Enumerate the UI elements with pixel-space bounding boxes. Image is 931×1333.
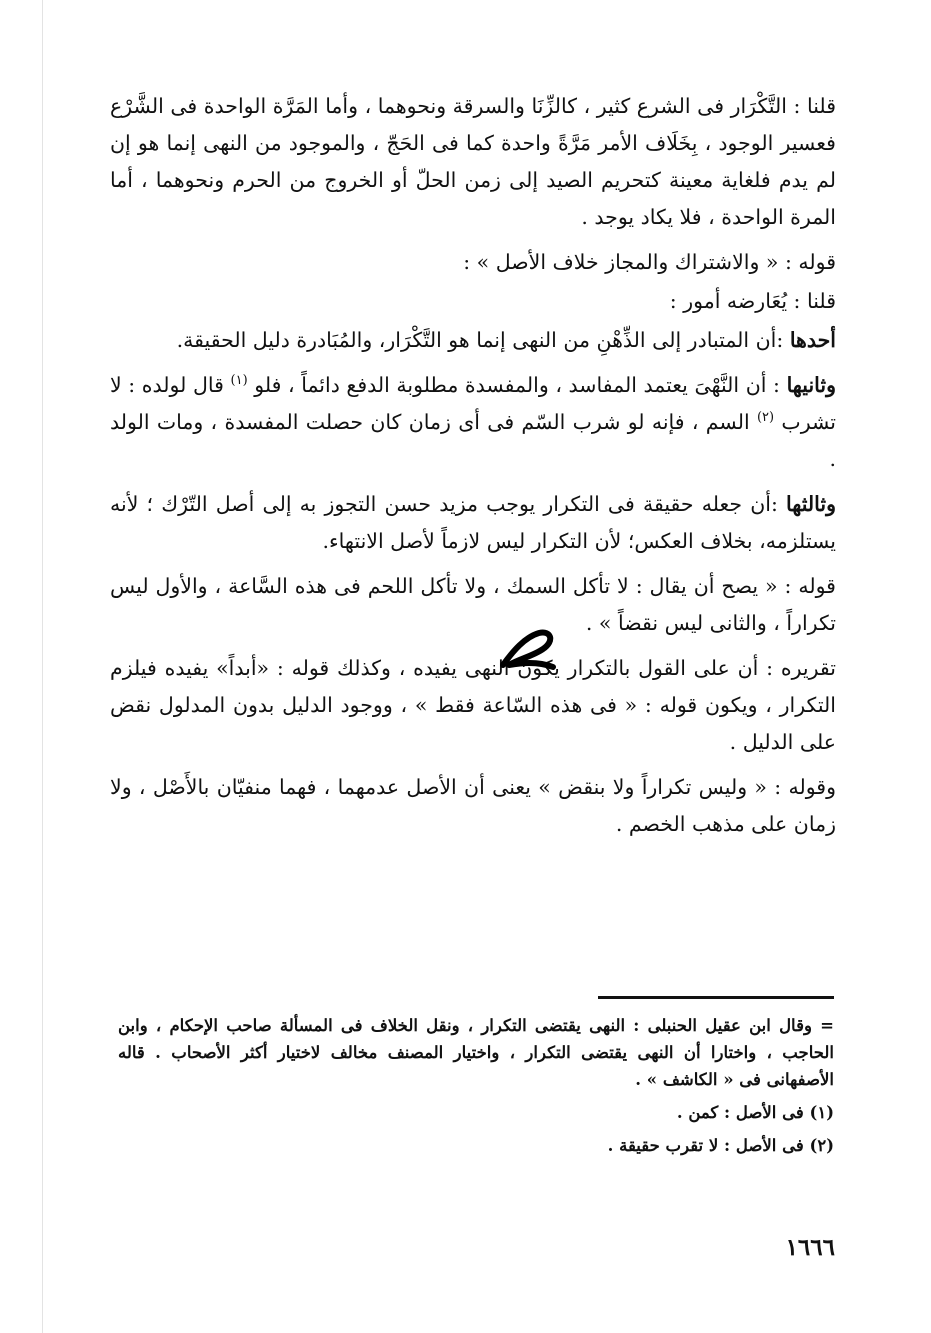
paragraph-6-body: :أن جعله حقيقة فى التكرار يوجب مزيد حسن التجوز به إلى أصل التّرْك ؛ لأنه يستلزمه، بخلاف العكس؛ لأن التكرار ليس لازماً لأصل الانتهاء.	[110, 492, 836, 553]
footnote-ref-1: (١)	[230, 373, 248, 389]
paragraph-3: قلنا : يُعَارضه أمور :	[669, 289, 836, 313]
paragraph-6-lead: وثالثها	[786, 492, 836, 516]
footnote-2: (٢) فى الأصل : لا تقرب حقيقة .	[607, 1136, 834, 1155]
footnote-ref-2: (٢)	[756, 410, 775, 426]
footnote-1: (١) فى الأصل : كمن .	[676, 1103, 834, 1122]
paragraph-2: قوله : « والاشتراك والمجاز خلاف الأصل » :	[463, 250, 836, 274]
paragraph-8: تقريره : أن على القول بالتكرار يكون النهى يفيده ، وكذلك قوله : «أبداً» يفيده فيلزم التكرار ، ويكون قوله : « فى هذه السّاعة فقط » ، ووجود الدليل بدون المدلول نقض على الدليل .	[110, 656, 836, 754]
page-edge-line	[42, 0, 43, 1333]
footnotes	[118, 1012, 834, 1159]
paragraph-5	[110, 367, 836, 478]
paragraph-4	[110, 322, 836, 359]
paragraph-4-lead: أحدها	[789, 328, 836, 352]
page-number: ١٦٦٦	[785, 1234, 835, 1261]
paragraph-9: وقوله : « وليس تكراراً ولا بنقض » يعنى أن الأصل عدمهما ، فهما منفيّان بالأَصْل ، ولا زمان على مذهب الخصم .	[110, 775, 836, 836]
paragraph-7: قوله : « يصح أن يقال : لا تأكل السمك ، ولا تأكل اللحم فى هذه السَّاعة ، والأول ليس تكراراً ، والثانى ليس نقضاً » .	[110, 574, 836, 635]
main-text	[110, 88, 836, 851]
paragraph-5-body-c: السم ، فإنه لو شرب السّم فى أى زمان كان حصلت المفسدة ، ومات الولد .	[110, 410, 836, 471]
footnote-continued: = وقال ابن عقيل الحنبلى : النهى يقتضى التكرار ، ونقل الخلاف فى المسألة صاحب الإحكام ، وابن الحاجب ، واختارا أن النهى يقتضى التكرار ، واختيار المصنف مخالف لاختيار أكثر الأصحاب . قاله الأصفهانى فى « الكاشف » .	[118, 1016, 834, 1089]
paragraph-5-body-b: قال لولده : لا تشرب	[110, 373, 836, 434]
footnote-separator	[598, 996, 834, 999]
paragraph-6	[110, 486, 836, 560]
paragraph-5-body-a: : أن النَّهْىَ يعتمد المفاسد ، والمفسدة مطلوبة الدفع دائماً ، فلو	[247, 373, 787, 397]
handwritten-ink-mark	[495, 625, 565, 677]
paragraph-4-body: :أن المتبادر إلى الذِّهْنِ من النهى إنما هو التَّكْرَار، والمُبَادرة دليل الحقيقة.	[176, 328, 790, 352]
paragraph-1: قلنا : التَّكْرَار فى الشرع كثير ، كالزِّنَا والسرقة ونحوهما ، وأما المَرَّة الواحدة فى الشَّرْع فعسير الوجود ، بِخَلَاف الأمر مَرَّةً واحدة كما فى الحَجّ ، والموجود من النهى إنما هو إن لم يدم فلغاية معينة كتحريم الصيد إلى زمن الحلّ أو الخروج من الحرم ونحوهما ، أما المرة الواحدة ، فلا يكاد يوجد .	[110, 94, 836, 229]
paragraph-5-lead: وثانيها	[786, 373, 837, 397]
